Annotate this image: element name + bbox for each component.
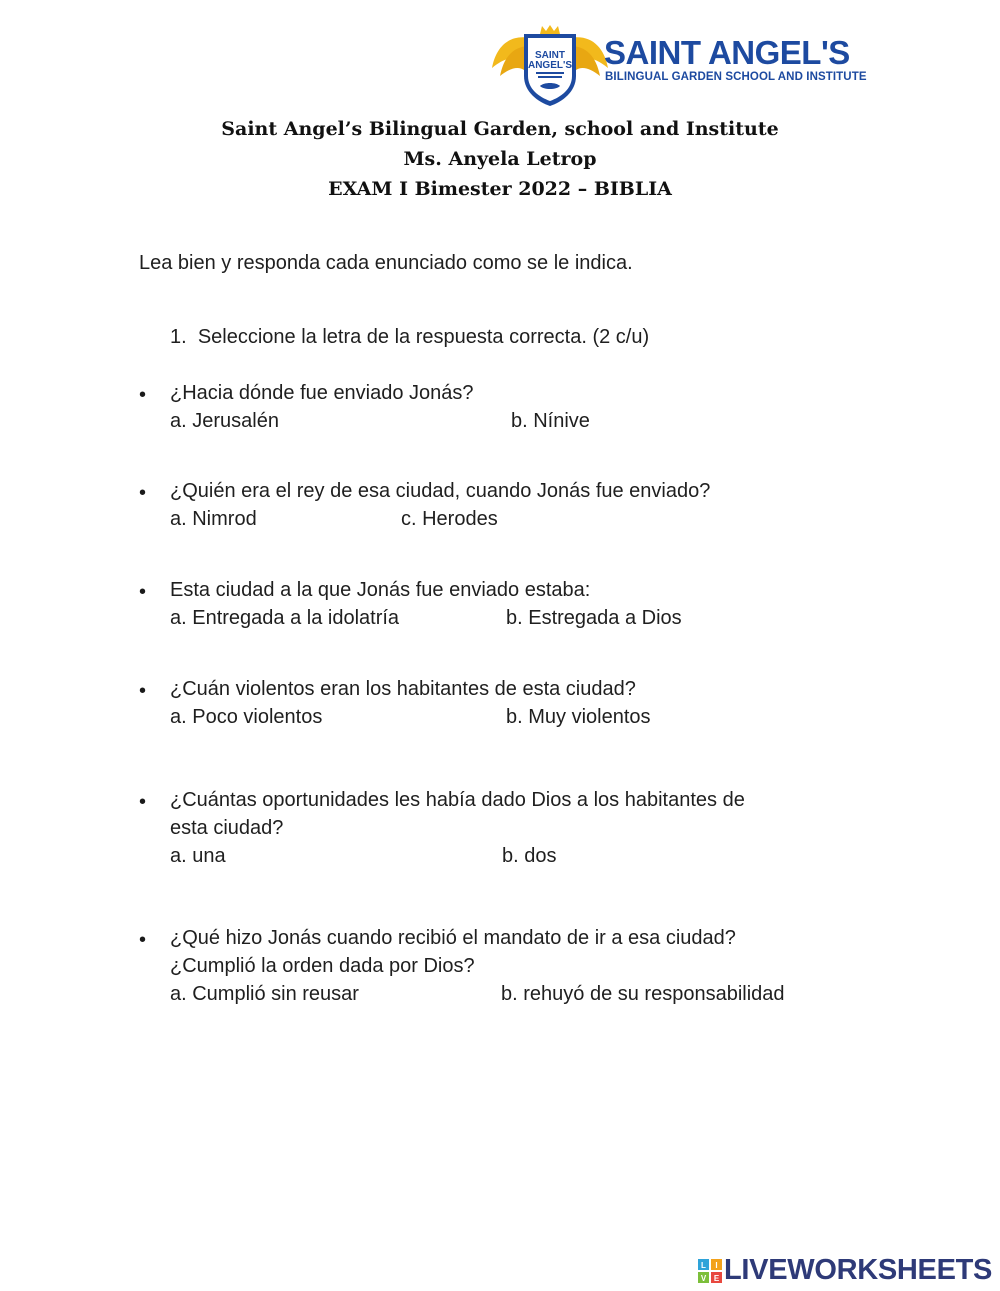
question-3: Esta ciudad a la que Jonás fue enviado estaba: [170,579,591,601]
crest-text-line1: SAINT [535,50,565,61]
svg-text:I: I [715,1261,718,1270]
question-2-option-a: a. Nimrod [170,508,257,530]
teacher-name: Ms. Anyela Letrop [403,148,597,170]
question-1-option-b: b. Nínive [511,410,590,432]
bullet-icon: • [139,680,147,702]
question-6-line-1: ¿Qué hizo Jonás cuando recibió el mandato de ir a esa ciudad? [170,927,736,949]
liveworksheets-logo-icon [698,1259,722,1283]
question-5-option-b: b. dos [502,845,557,867]
bullet-icon: • [139,581,147,603]
question-5-line-1: ¿Cuántas oportunidades les había dado Dios a los habitantes de [170,789,745,811]
question-4-option-a: a. Poco violentos [170,706,323,728]
question-1: ¿Hacia dónde fue enviado Jonás? [170,382,474,404]
bullet-icon: • [139,791,147,813]
question-4-option-b: b. Muy violentos [506,706,651,728]
school-name: Saint Angel’s Bilingual Garden, school and Institute [221,118,779,140]
bullet-icon: • [139,384,147,406]
liveworksheets-brand[interactable]: LIVEWORKSHEETS [724,1254,993,1286]
question-3-option-b: b. Estregada a Dios [506,607,682,629]
svg-text:E: E [713,1274,720,1283]
question-2-option-b: c. Herodes [401,508,498,530]
question-6-option-a: a. Cumplió sin reusar [170,983,359,1005]
logo-subtitle: BILINGUAL GARDEN SCHOOL AND INSTITUTE [605,71,867,83]
svg-text:L: L [701,1261,706,1270]
section-heading [170,326,649,349]
exam-title: EXAM I Bimester 2022 – BIBLIA [328,178,672,200]
logo-name: SAINT ANGEL'S [604,34,850,71]
bullet-icon: • [139,482,147,504]
question-5-line-2: esta ciudad? [170,817,284,839]
question-5-option-a: a. una [170,845,226,867]
question-4: ¿Cuán violentos eran los habitantes de esta ciudad? [170,678,636,700]
section-text: Seleccione la letra de la respuesta correcta. (2 c/u) [197,326,650,348]
question-6-option-b: b. rehuyó de su responsabilidad [501,983,785,1005]
question-1-option-a: a. Jerusalén [170,410,279,432]
section-number: 1. [170,326,187,348]
svg-text:V: V [700,1274,707,1283]
crest-text-line2: ANGEL'S [527,60,573,71]
question-3-option-a: a. Entregada a la idolatría [170,607,400,629]
question-2: ¿Quién era el rey de esa ciudad, cuando Jonás fue enviado? [170,480,711,502]
instructions: Lea bien y responda cada enunciado como se le indica. [139,252,633,274]
bullet-icon: • [139,929,147,951]
question-6-line-2: ¿Cumplió la orden dada por Dios? [170,955,475,977]
